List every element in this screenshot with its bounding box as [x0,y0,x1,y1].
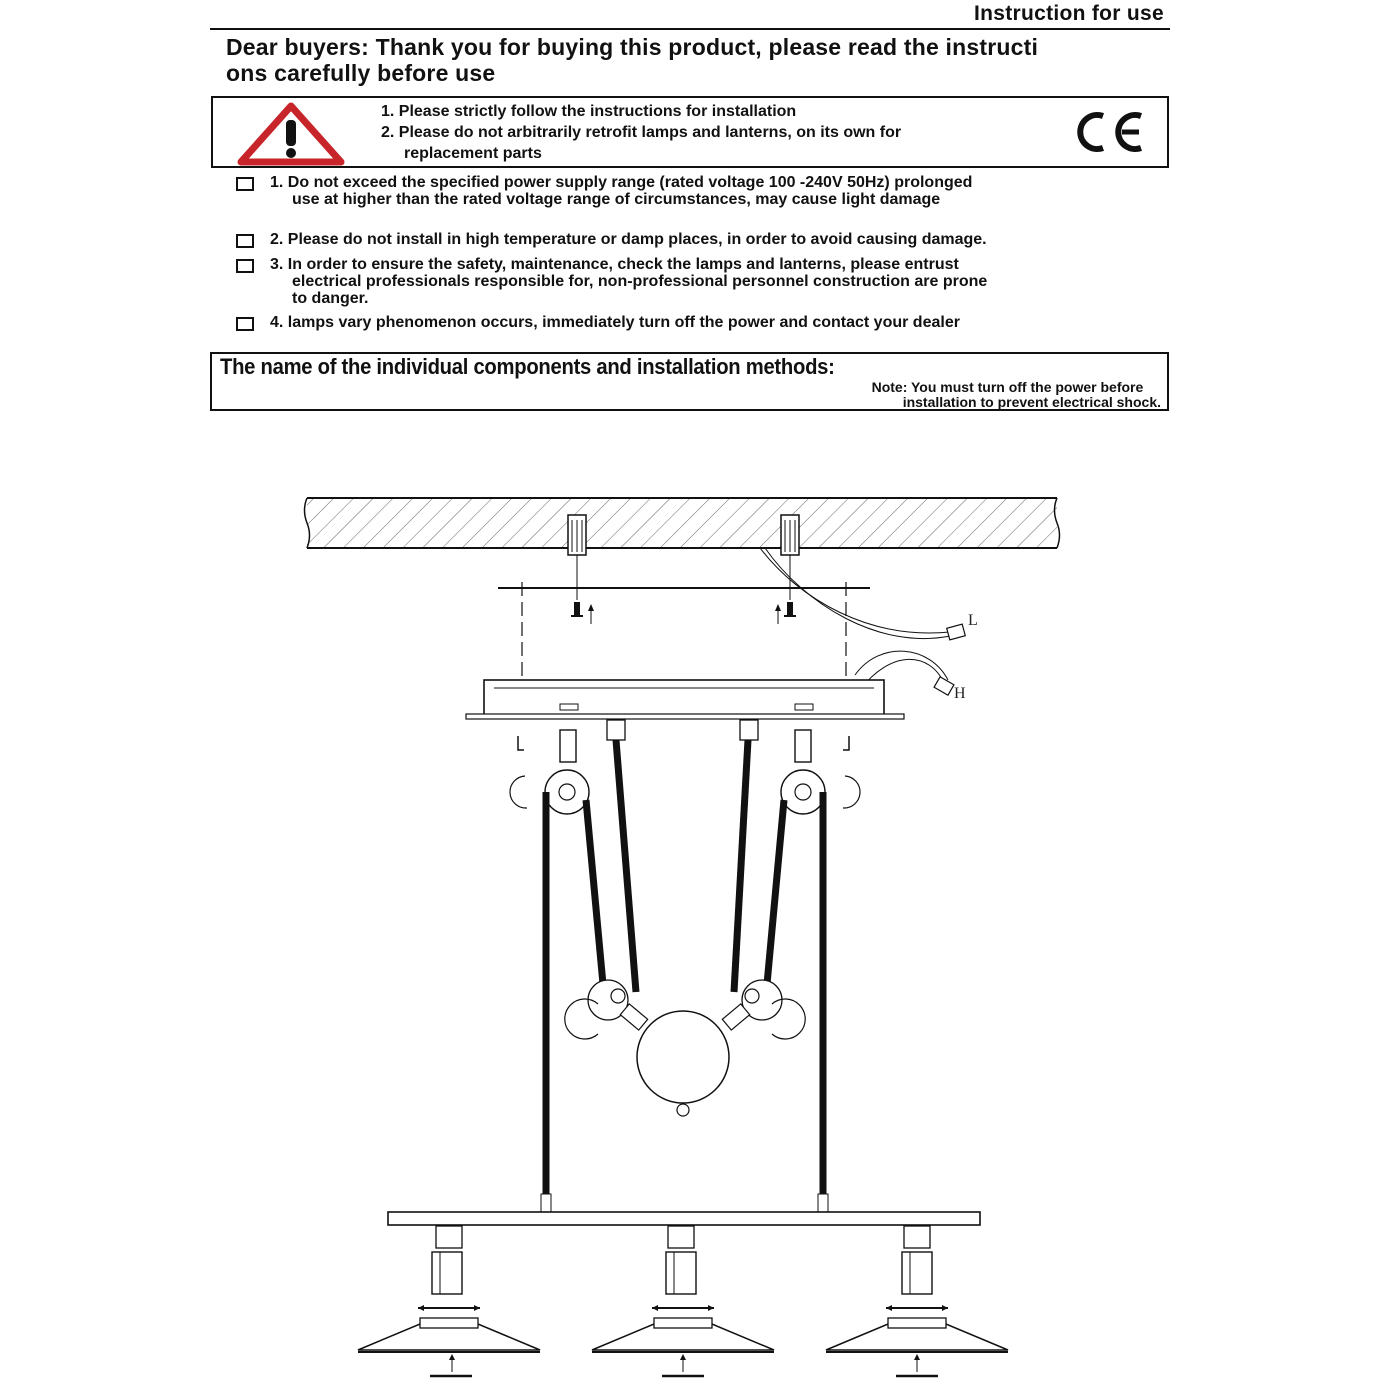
checkbox-icon [236,317,254,331]
checkbox-icon [236,259,254,273]
components-title: The name of the individual components and installation methods: [220,354,835,379]
suspension-rod [541,792,551,1212]
arm-rod [586,740,636,995]
ceiling-slab [305,498,1060,548]
warning-list [381,101,901,164]
checkbox-icon [236,234,254,248]
canopy [466,680,904,750]
intro-line-2: ons carefully before use [226,60,496,86]
light-bar [388,1212,980,1225]
screw-icon [571,602,594,624]
power-off-note [872,380,1161,410]
intro-line-1: Dear buyers: Thank you for buying this product, please read the instructi [226,34,1039,60]
globe-hub [637,1011,729,1116]
installation-diagram [0,420,1384,1384]
note-item [236,314,1166,331]
ce-mark-icon [1067,110,1147,154]
arm-rod [734,740,784,995]
wire-label-h: H [954,685,966,702]
warning-box [211,96,1169,168]
document-title: Instruction for use [973,2,1164,25]
intro-text [226,34,1176,86]
note-item [236,231,1166,248]
spotlight-head [826,1226,1008,1376]
note-1-line-1: 1. Do not exceed the specified power supply range (rated voltage 100 -240V 50Hz) prolonged [270,174,973,191]
warning-item-1: 1. Please strictly follow the instructions for installation [381,103,797,120]
spotlight-head [358,1226,540,1376]
note-3-line-2: electrical professionals responsible for, non-professional personnel construction are prone [292,273,988,290]
header-rule [210,28,1170,30]
checkbox-icon [236,177,254,191]
note-1-line-2: use at higher than the rated voltage range of circumstances, may cause light damage [292,191,941,208]
wall-anchor [781,515,799,555]
note-2-line-1: 2. Please do not install in high temperature or damp places, in order to avoid causing damage. [270,231,987,248]
safety-notes [236,174,1166,331]
warning-item-2-cont: replacement parts [404,145,542,162]
wire-label-l: L [968,612,978,629]
warning-item-2: 2. Please do not arbitrarily retrofit lamps and lanterns, on its own for [381,124,902,141]
note-4-line-1: 4. lamps vary phenomenon occurs, immediately turn off the power and contact your dealer [270,314,960,331]
screw-icon [775,602,796,624]
note-item [236,256,1166,307]
warning-triangle-icon [235,102,347,166]
wall-anchor [568,515,586,555]
power-off-note-line-1: Note: You must turn off the power before [871,379,1144,395]
components-box [210,352,1169,411]
note-item [236,174,1166,208]
spotlight-head [592,1226,774,1376]
power-wires [760,548,978,702]
power-off-note-line-2: installation to prevent electrical shock. [871,394,1161,410]
note-3-line-3: to danger. [292,290,369,307]
suspension-rod [818,792,828,1212]
note-3-line-1: 3. In order to ensure the safety, maintenance, check the lamps and lanterns, please entrust [270,256,959,273]
